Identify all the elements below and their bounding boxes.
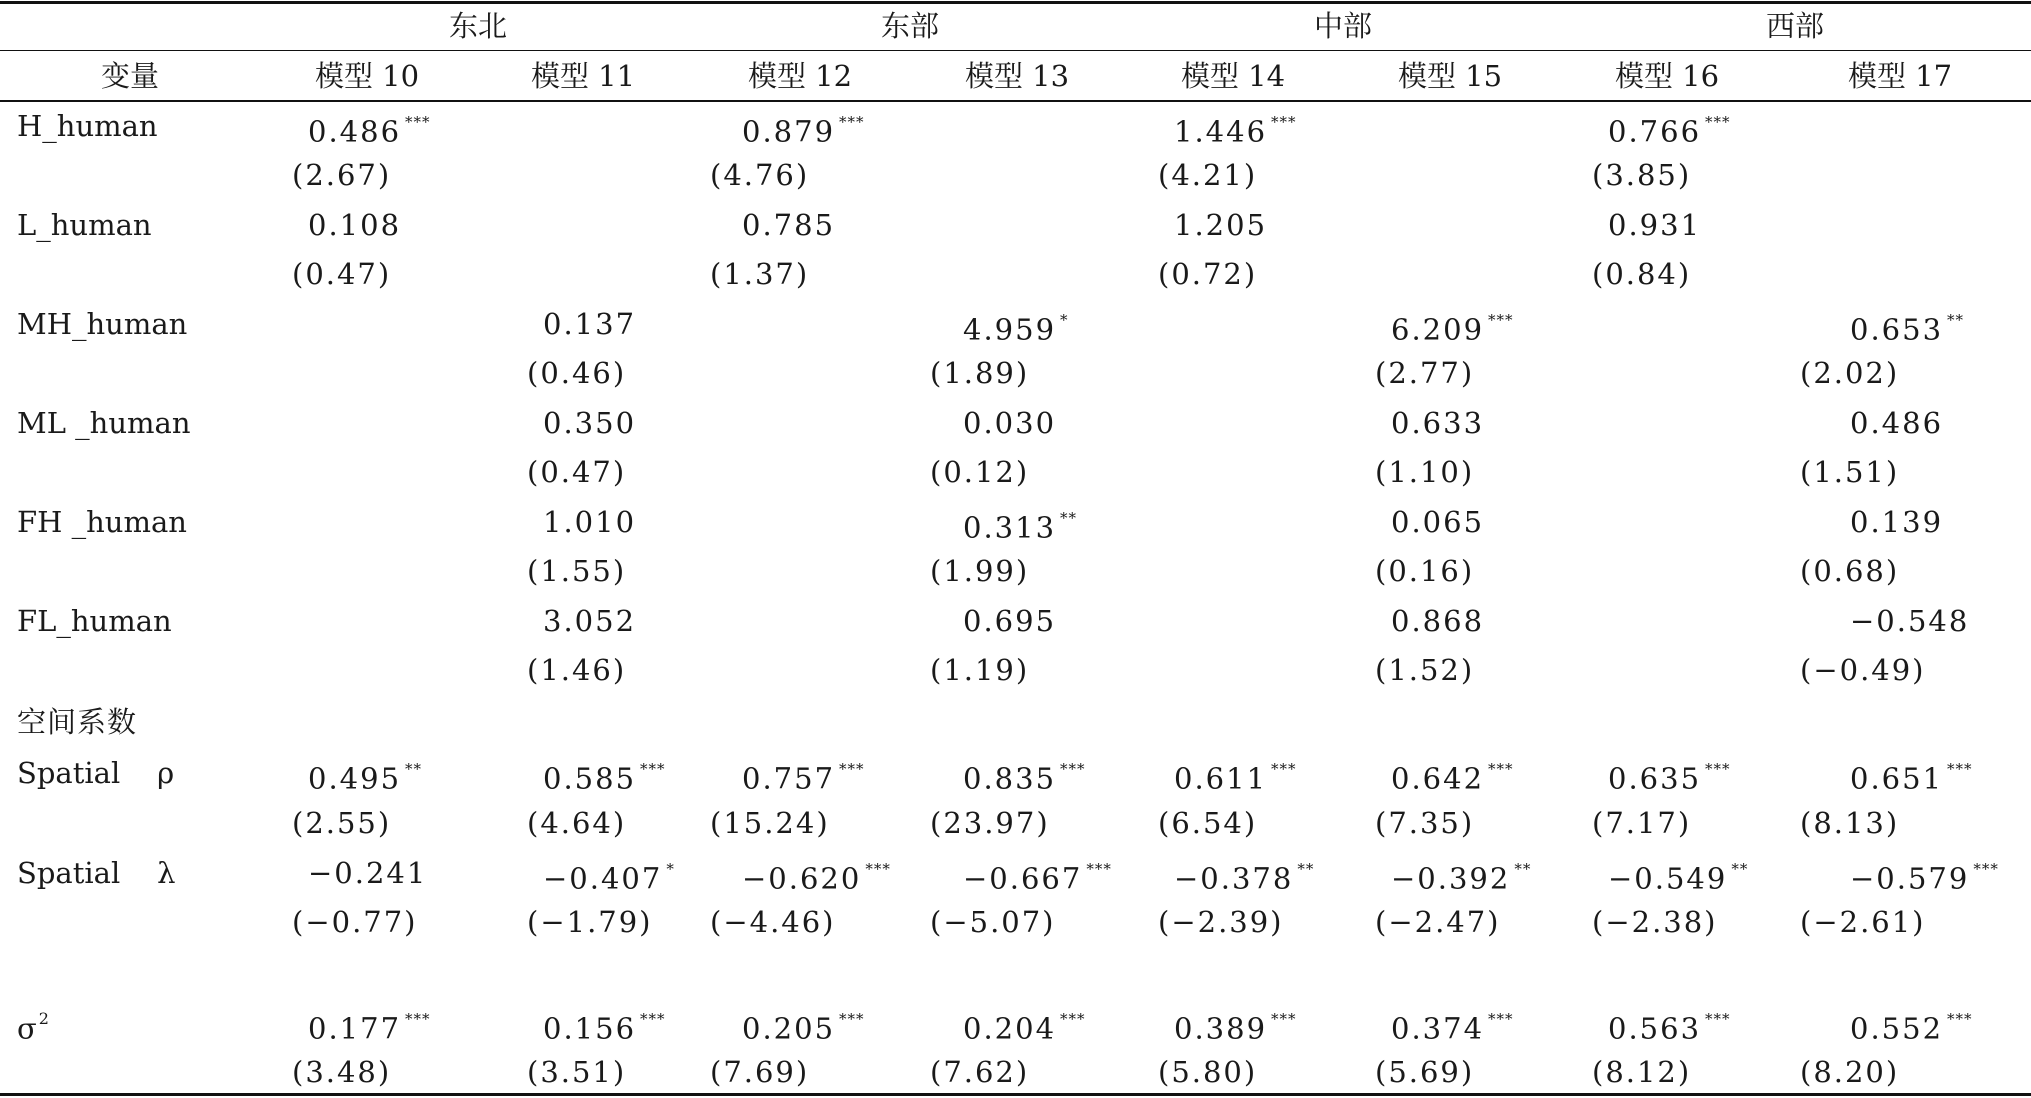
t-statistic-cell-value: (3.51) <box>527 1055 627 1089</box>
coefficient-cell <box>963 405 1056 441</box>
t-statistic-cell-value: (1.19) <box>930 653 1030 687</box>
t-statistic-cell <box>1375 652 1474 688</box>
significance-stars: *** <box>405 1010 431 1028</box>
group-header-central: 中部 <box>1313 9 1372 43</box>
t-statistic-cell <box>1800 553 1899 589</box>
t-statistic-cell <box>527 652 626 688</box>
coefficient-cell <box>1608 108 1731 150</box>
significance-stars: *** <box>1488 760 1514 778</box>
row-label: Spatial ρ <box>17 756 175 790</box>
coefficient-cell <box>1850 405 1943 441</box>
t-statistic-cell-value: (0.68) <box>1800 554 1900 588</box>
sigma-exponent: 2 <box>38 1009 49 1028</box>
coefficient-cell-value: 0.931 <box>1608 208 1702 242</box>
t-statistic-cell <box>292 904 418 940</box>
t-statistic-cell <box>292 256 391 292</box>
t-statistic-cell-value: (8.12) <box>1592 1055 1692 1089</box>
coefficient-cell-value: 0.785 <box>742 208 836 242</box>
t-statistic-cell-value: (4.21) <box>1158 158 1258 192</box>
t-statistic-cell <box>1375 355 1474 391</box>
coefficient-cell-value: 0.611 <box>1174 761 1268 796</box>
significance-stars: *** <box>1705 1010 1731 1028</box>
t-statistic-cell <box>930 1054 1029 1090</box>
group-header-east: 东部 <box>880 9 939 43</box>
t-statistic-cell <box>527 904 653 940</box>
coefficient-cell <box>308 855 427 891</box>
coefficient-cell-value: 0.486 <box>308 114 402 149</box>
significance-stars: *** <box>1271 113 1297 131</box>
coefficient-cell <box>1850 755 1973 797</box>
t-statistic-cell <box>1800 904 1926 940</box>
t-statistic-cell <box>1375 553 1474 589</box>
coefficient-cell <box>1391 1005 1514 1047</box>
coefficient-cell-value: −0.548 <box>1850 604 1970 638</box>
t-statistic-cell <box>1375 805 1474 841</box>
significance-stars: *** <box>1488 1010 1514 1028</box>
coefficient-cell-value: −0.620 <box>742 861 862 896</box>
coefficient-cell-value: −0.392 <box>1391 861 1511 896</box>
t-statistic-cell-value: (2.77) <box>1375 356 1475 390</box>
t-statistic-cell <box>527 1054 626 1090</box>
t-statistic-cell <box>710 157 809 193</box>
group-header-rule <box>0 50 2031 51</box>
significance-stars: *** <box>1086 860 1112 878</box>
coefficient-cell <box>543 603 636 639</box>
coefficient-cell <box>1391 405 1484 441</box>
row-label: H_human <box>17 109 158 143</box>
coefficient-cell-value: −0.549 <box>1608 861 1728 896</box>
significance-stars: *** <box>1488 311 1514 329</box>
coefficient-cell-value: −0.378 <box>1174 861 1294 896</box>
coefficient-cell <box>1391 306 1514 348</box>
t-statistic-cell-value: (0.84) <box>1592 257 1692 291</box>
coefficient-cell <box>742 855 891 897</box>
coefficient-cell-value: −0.579 <box>1850 861 1970 896</box>
row-label: Spatial λ <box>17 856 176 890</box>
t-statistic-cell <box>1158 256 1257 292</box>
t-statistic-cell <box>1375 904 1501 940</box>
column-header-rule <box>0 100 2031 102</box>
significance-stars: *** <box>839 760 865 778</box>
t-statistic-cell <box>1592 805 1691 841</box>
t-statistic-cell-value: (7.35) <box>1375 806 1475 840</box>
significance-stars: ** <box>405 760 423 778</box>
column-header-model-14: 模型 14 <box>1180 59 1286 93</box>
coefficient-cell <box>543 1005 666 1047</box>
coefficient-cell <box>1850 603 1969 639</box>
t-statistic-cell <box>930 553 1029 589</box>
t-statistic-cell-value: (−1.79) <box>527 905 653 939</box>
significance-stars: ** <box>1947 311 1965 329</box>
significance-stars: *** <box>839 1010 865 1028</box>
group-header-west: 西部 <box>1765 9 1824 43</box>
coefficient-cell <box>963 755 1086 797</box>
t-statistic-cell <box>710 805 830 841</box>
coefficient-cell <box>1391 603 1484 639</box>
coefficient-cell-value: 0.313 <box>963 510 1057 545</box>
t-statistic-cell-value: (−2.61) <box>1800 905 1926 939</box>
significance-stars: *** <box>640 760 666 778</box>
coefficient-cell-value: 0.766 <box>1608 114 1702 149</box>
t-statistic-cell <box>1592 157 1691 193</box>
t-statistic-cell-value: (8.13) <box>1800 806 1900 840</box>
coefficient-cell-value: −0.241 <box>308 856 428 890</box>
coefficient-cell-value: −0.667 <box>963 861 1083 896</box>
significance-stars: *** <box>865 860 891 878</box>
t-statistic-cell <box>527 805 626 841</box>
t-statistic-cell-value: (1.46) <box>527 653 627 687</box>
sigma-symbol: σ <box>17 1011 37 1046</box>
coefficient-cell-value: 0.108 <box>308 208 402 242</box>
t-statistic-cell-value: (−2.47) <box>1375 905 1501 939</box>
coefficient-cell <box>963 855 1112 897</box>
t-statistic-cell <box>930 652 1029 688</box>
coefficient-cell <box>1608 855 1748 897</box>
sigma-squared-label <box>17 1005 49 1047</box>
coefficient-cell <box>308 108 431 150</box>
coefficient-cell <box>963 1005 1086 1047</box>
t-statistic-cell-value: (2.67) <box>292 158 392 192</box>
coefficient-cell <box>543 504 636 540</box>
row-label: ML _human <box>17 406 191 440</box>
t-statistic-cell-value: (15.24) <box>710 806 830 840</box>
t-statistic-cell <box>930 904 1056 940</box>
t-statistic-cell <box>930 805 1050 841</box>
significance-stars: *** <box>1271 760 1297 778</box>
row-label: MH_human <box>17 307 188 341</box>
coefficient-cell <box>543 405 636 441</box>
significance-stars: * <box>666 860 675 878</box>
coefficient-cell-value: 0.177 <box>308 1011 402 1046</box>
significance-stars: *** <box>1060 760 1086 778</box>
table-top-rule <box>0 1 2031 4</box>
significance-stars: *** <box>1060 1010 1086 1028</box>
t-statistic-cell <box>1158 157 1257 193</box>
coefficient-cell-value: 0.653 <box>1850 312 1944 347</box>
t-statistic-cell-value: (0.12) <box>930 455 1030 489</box>
coefficient-cell-value: 0.552 <box>1850 1011 1944 1046</box>
column-header-model-15: 模型 15 <box>1397 59 1503 93</box>
t-statistic-cell-value: (1.37) <box>710 257 810 291</box>
coefficient-cell-value: 0.642 <box>1391 761 1485 796</box>
t-statistic-cell <box>710 1054 809 1090</box>
t-statistic-cell <box>710 256 809 292</box>
row-label: L_human <box>17 208 152 242</box>
t-statistic-cell <box>1592 256 1691 292</box>
t-statistic-cell-value: (4.64) <box>527 806 627 840</box>
coefficient-cell-value: 0.879 <box>742 114 836 149</box>
coefficient-cell-value: 0.563 <box>1608 1011 1702 1046</box>
coefficient-cell <box>1850 855 1999 897</box>
t-statistic-cell-value: (0.16) <box>1375 554 1475 588</box>
t-statistic-cell <box>527 553 626 589</box>
coefficient-cell <box>308 207 401 243</box>
t-statistic-cell <box>527 454 626 490</box>
t-statistic-cell-value: (23.97) <box>930 806 1050 840</box>
group-header-northeast: 东北 <box>448 9 507 43</box>
t-statistic-cell-value: (4.76) <box>710 158 810 192</box>
t-statistic-cell <box>930 454 1029 490</box>
coefficient-cell-value: 0.156 <box>543 1011 637 1046</box>
t-statistic-cell-value: (2.55) <box>292 806 392 840</box>
t-statistic-cell-value: (1.52) <box>1375 653 1475 687</box>
significance-stars: ** <box>1731 860 1749 878</box>
column-header-model-10: 模型 10 <box>314 59 420 93</box>
t-statistic-cell-value: (−0.49) <box>1800 653 1926 687</box>
t-statistic-cell-value: (0.47) <box>527 455 627 489</box>
significance-stars: *** <box>405 113 431 131</box>
coefficient-cell-value: 0.205 <box>742 1011 836 1046</box>
t-statistic-cell <box>1375 1054 1474 1090</box>
coefficient-cell-value: 0.065 <box>1391 505 1485 539</box>
column-header-model-17: 模型 17 <box>1847 59 1953 93</box>
t-statistic-cell-value: (8.20) <box>1800 1055 1900 1089</box>
significance-stars: *** <box>640 1010 666 1028</box>
t-statistic-cell-value: (5.69) <box>1375 1055 1475 1089</box>
t-statistic-cell <box>1592 1054 1691 1090</box>
coefficient-cell-value: 0.651 <box>1850 761 1944 796</box>
coefficient-cell <box>1174 108 1297 150</box>
t-statistic-cell-value: (1.51) <box>1800 455 1900 489</box>
coefficient-cell <box>742 108 865 150</box>
t-statistic-cell-value: (−0.77) <box>292 905 418 939</box>
column-header-model-11: 模型 11 <box>530 59 636 93</box>
coefficient-cell <box>1608 1005 1731 1047</box>
coefficient-cell <box>742 207 835 243</box>
table-bottom-rule <box>0 1093 2031 1096</box>
coefficient-cell <box>543 306 636 342</box>
significance-stars: *** <box>1947 1010 1973 1028</box>
coefficient-cell <box>1174 755 1297 797</box>
significance-stars: *** <box>1947 760 1973 778</box>
t-statistic-cell-value: (2.02) <box>1800 356 1900 390</box>
coefficient-cell-value: 0.139 <box>1850 505 1944 539</box>
t-statistic-cell-value: (7.17) <box>1592 806 1692 840</box>
coefficient-cell <box>543 755 666 797</box>
coefficient-cell <box>1608 207 1701 243</box>
column-header-variable: 变量 <box>100 59 159 93</box>
coefficient-cell-value: 0.635 <box>1608 761 1702 796</box>
significance-stars: ** <box>1297 860 1315 878</box>
significance-stars: *** <box>1705 113 1731 131</box>
coefficient-cell <box>308 755 422 797</box>
coefficient-cell-value: 0.695 <box>963 604 1057 638</box>
coefficient-cell-value: 0.585 <box>543 761 637 796</box>
t-statistic-cell-value: (0.72) <box>1158 257 1258 291</box>
t-statistic-cell <box>1800 355 1899 391</box>
significance-stars: *** <box>839 113 865 131</box>
t-statistic-cell-value: (3.85) <box>1592 158 1692 192</box>
t-statistic-cell <box>710 904 836 940</box>
t-statistic-cell-value: (1.99) <box>930 554 1030 588</box>
coefficient-cell-value: 0.374 <box>1391 1011 1485 1046</box>
significance-stars: ** <box>1060 509 1078 527</box>
t-statistic-cell-value: (7.69) <box>710 1055 810 1089</box>
coefficient-cell <box>308 1005 431 1047</box>
significance-stars: *** <box>1271 1010 1297 1028</box>
coefficient-cell-value: 0.204 <box>963 1011 1057 1046</box>
coefficient-cell <box>1850 306 1964 348</box>
coefficient-cell <box>742 1005 865 1047</box>
t-statistic-cell <box>292 1054 391 1090</box>
coefficient-cell <box>1174 1005 1297 1047</box>
t-statistic-cell <box>1800 1054 1899 1090</box>
coefficient-cell <box>963 306 1069 348</box>
coefficient-cell <box>963 603 1056 639</box>
coefficient-cell <box>1391 855 1531 897</box>
t-statistic-cell-value: (1.55) <box>527 554 627 588</box>
coefficient-cell-value: 0.350 <box>543 406 637 440</box>
coefficient-cell-value: 6.209 <box>1391 312 1485 347</box>
coefficient-cell-value: 4.959 <box>963 312 1057 347</box>
coefficient-cell <box>1608 755 1731 797</box>
t-statistic-cell-value: (1.10) <box>1375 455 1475 489</box>
t-statistic-cell-value: (7.62) <box>930 1055 1030 1089</box>
coefficient-cell-value: 0.137 <box>543 307 637 341</box>
coefficient-cell-value: 0.868 <box>1391 604 1485 638</box>
row-label: FH _human <box>17 505 187 539</box>
section-label-spatial: 空间系数 <box>17 705 138 739</box>
significance-stars: ** <box>1514 860 1532 878</box>
coefficient-cell <box>543 855 675 897</box>
coefficient-cell-value: 0.486 <box>1850 406 1944 440</box>
significance-stars: *** <box>1705 760 1731 778</box>
coefficient-cell-value: 1.446 <box>1174 114 1268 149</box>
coefficient-cell <box>1391 755 1514 797</box>
t-statistic-cell <box>292 805 391 841</box>
t-statistic-cell <box>1592 904 1718 940</box>
coefficient-cell <box>1850 504 1943 540</box>
coefficient-cell-value: 0.835 <box>963 761 1057 796</box>
t-statistic-cell <box>292 157 391 193</box>
column-header-model-16: 模型 16 <box>1614 59 1720 93</box>
t-statistic-cell <box>527 355 626 391</box>
t-statistic-cell <box>1158 805 1257 841</box>
coefficient-cell <box>1850 1005 1973 1047</box>
coefficient-cell-value: 3.052 <box>543 604 637 638</box>
row-label: FL_human <box>17 604 172 638</box>
t-statistic-cell <box>1158 904 1284 940</box>
column-header-model-13: 模型 13 <box>964 59 1070 93</box>
coefficient-cell <box>742 755 865 797</box>
coefficient-cell-value: 0.633 <box>1391 406 1485 440</box>
coefficient-cell-value: 0.389 <box>1174 1011 1268 1046</box>
t-statistic-cell-value: (5.80) <box>1158 1055 1258 1089</box>
significance-stars: *** <box>1973 860 1999 878</box>
column-header-model-12: 模型 12 <box>747 59 853 93</box>
t-statistic-cell <box>1158 1054 1257 1090</box>
t-statistic-cell-value: (6.54) <box>1158 806 1258 840</box>
t-statistic-cell-value: (0.46) <box>527 356 627 390</box>
coefficient-cell <box>1391 504 1484 540</box>
t-statistic-cell <box>1800 454 1899 490</box>
t-statistic-cell-value: (−5.07) <box>930 905 1056 939</box>
t-statistic-cell-value: (1.89) <box>930 356 1030 390</box>
t-statistic-cell-value: (3.48) <box>292 1055 392 1089</box>
coefficient-cell-value: 0.757 <box>742 761 836 796</box>
t-statistic-cell <box>1800 805 1899 841</box>
significance-stars: * <box>1060 311 1069 329</box>
t-statistic-cell <box>1375 454 1474 490</box>
coefficient-cell-value: 0.495 <box>308 761 402 796</box>
t-statistic-cell <box>1800 652 1926 688</box>
t-statistic-cell-value: (0.47) <box>292 257 392 291</box>
coefficient-cell <box>1174 207 1267 243</box>
coefficient-cell-value: 0.030 <box>963 406 1057 440</box>
t-statistic-cell-value: (−2.39) <box>1158 905 1284 939</box>
t-statistic-cell-value: (−2.38) <box>1592 905 1718 939</box>
t-statistic-cell-value: (−4.46) <box>710 905 836 939</box>
coefficient-cell-value: 1.205 <box>1174 208 1268 242</box>
coefficient-cell-value: −0.407 <box>543 861 663 896</box>
coefficient-cell <box>1174 855 1314 897</box>
t-statistic-cell <box>930 355 1029 391</box>
coefficient-cell <box>963 504 1077 546</box>
coefficient-cell-value: 1.010 <box>543 505 637 539</box>
